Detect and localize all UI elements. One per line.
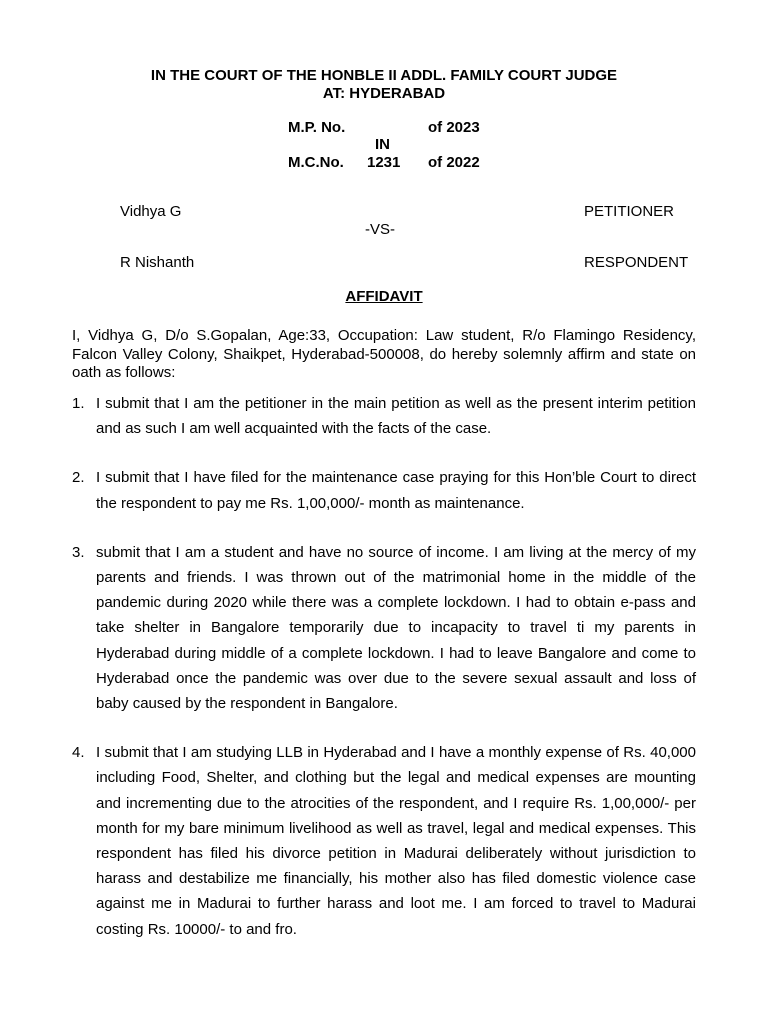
affidavit-paragraphs <box>72 391 696 966</box>
mc-label: M.C.No. <box>288 154 344 171</box>
list-number: 1. <box>72 395 85 412</box>
list-text: submit that I am a student and have no source of income. I am living at the mercy of my parents and friends. I was thrown out of the matrimonial home in the middle of the pandemic during 2020 while there was a complete lockdown. I had to obtain e-pass and take shelter in Bangalore temporarily due to incapacity to travel ti my parents in Hyderabad during middle of a complete lockdown. I had to leave Bangalore and come to Hyderabad once the pandemic was over due to the severe sexual assault and loss of baby caused by the respondent in Bangalore. <box>96 543 696 713</box>
mp-year: of 2023 <box>428 119 480 136</box>
respondent-name: R Nishanth <box>120 254 195 271</box>
mc-year: of 2022 <box>428 154 480 171</box>
mc-number: 1231 <box>367 154 401 171</box>
mp-label: M.P. No. <box>288 119 346 136</box>
list-item <box>72 740 696 942</box>
list-text: I submit that I am the petitioner in the main petition as well as the present interim petition and as such I am well acquainted with the facts of the case. <box>96 395 696 438</box>
court-heading-line1: IN THE COURT OF THE HONBLE II ADDL. FAMILY COURT JUDGE <box>150 67 618 84</box>
versus-label: -VS- <box>365 221 395 238</box>
list-text: I submit that I am studying LLB in Hyderabad and I have a monthly expense of Rs. 40,000 including Food, Shelter, and clothing but the legal and medical expenses are mounting and incrementing due to the atrocities of the respondent, and I require Rs. 1,00,000/- per month for my bare minimum livelihood as well as travel, legal and medical expenses. This respondent has filed his divorce petition in Madurai deliberately without jurisdiction to harass and destabilize me financially, his mother also has filed domestic violence case against me in Madurai to further harass and loot me. I am forced to travel to Madurai costing Rs. 10000/- to and fro. <box>96 744 696 938</box>
list-text: I submit that I have filed for the maintenance case praying for this Hon’ble Court to direct the respondent to pay me Rs. 1,00,000/- month as maintenance. <box>96 469 696 512</box>
list-number: 3. <box>72 543 85 561</box>
list-number: 2. <box>72 469 85 487</box>
list-item <box>72 391 696 441</box>
list-number: 4. <box>72 744 85 762</box>
petitioner-role: PETITIONER <box>584 203 675 220</box>
petitioner-name: Vidhya G <box>120 203 182 220</box>
respondent-role: RESPONDENT <box>584 254 689 271</box>
intro-paragraph: I, Vidhya G, D/o S.Gopalan, Age:33, Occupation: Law student, R/o Flamingo Residency, Falcon Valley Colony, Shaikpet, Hyderabad-500008, do hereby solemnly affirm and state on oath as follows: <box>72 327 696 381</box>
court-heading-line2: AT: HYDERABAD <box>322 85 446 102</box>
list-item <box>72 465 696 515</box>
in-label: IN <box>375 136 390 153</box>
document-title: AFFIDAVIT <box>345 288 423 305</box>
list-item <box>72 540 696 716</box>
